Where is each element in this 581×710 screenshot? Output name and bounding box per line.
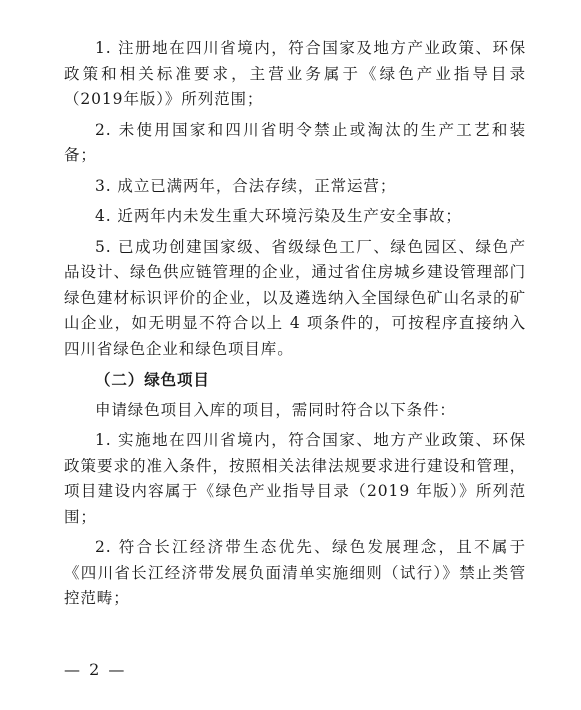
project-intro-paragraph: 申请绿色项目入库的项目，需同时符合以下条件： — [95, 400, 456, 419]
page-number: — 2 — — [64, 660, 127, 679]
criteria-paragraph-1: 1. 注册地在四川省境内，符合国家及地方产业政策、环保政策和相关标准要求，主营业务属于《绿色产业指导目录（2019年版）》所列范围； — [64, 39, 526, 108]
criteria-paragraph-2: 2. 未使用国家和四川省明令禁止或淘汰的生产工艺和装备； — [64, 120, 526, 164]
section-heading-green-projects: （二）绿色项目 — [95, 370, 210, 389]
criteria-paragraph-5: 5. 已成功创建国家级、省级绿色工厂、绿色园区、绿色产品设计、绿色供应链管理的企业，通过省住房城乡建设管理部门绿色建材标识评价的企业，以及遴选纳入全国绿色矿山名录的矿山企业，如无明显不符合以上 4 项条件的，可按程序直接纳入四川省绿色企业和绿色项目库。 — [64, 237, 526, 358]
criteria-paragraph-3: 3. 成立已满两年，合法存续，正常运营； — [95, 176, 397, 195]
document-body — [64, 36, 526, 617]
project-criteria-paragraph-1: 1. 实施地在四川省境内，符合国家、地方产业政策、环保政策要求的准入条件，按照相关法律法规要求进行建设和管理，项目建设内容属于《绿色产业指导目录（2019 年版）》所列范围； — [64, 431, 526, 526]
criteria-paragraph-4: 4. 近两年内未发生重大环境污染及生产安全事故； — [95, 207, 462, 225]
project-criteria-paragraph-2: 2. 符合长江经济带生态优先、绿色发展理念，且不属于《四川省长江经济带发展负面清单实施细则（试行）》禁止类管控范畴； — [64, 538, 526, 607]
